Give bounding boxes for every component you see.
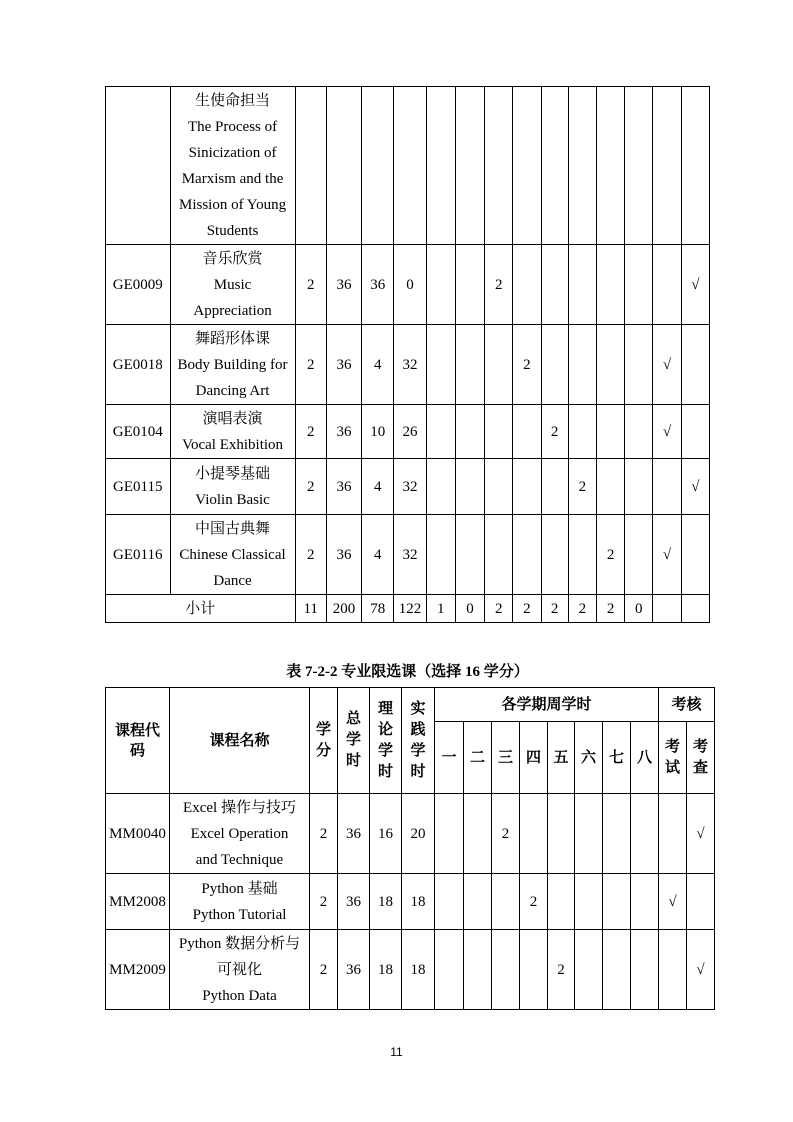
total-hours-cell: 36 [338,794,370,874]
check-cell [681,595,709,623]
week-cell [464,874,492,930]
week-cell [426,245,455,325]
name-line: Body Building for [177,356,288,373]
week-cell [426,405,455,459]
header-semester: 二 [464,722,492,794]
exam-cell [653,245,681,325]
week-cell [464,794,492,874]
total-hours-cell: 36 [326,459,361,515]
theory-hours-cell: 36 [362,245,394,325]
week-cell: 2 [485,245,513,325]
name-line: Python 数据分析与 [178,935,301,952]
week-cell [541,515,568,595]
table-title: 表 7-2-2 专业限选课（选择 16 学分） [286,664,529,680]
table-row [106,515,710,595]
theory-hours-cell: 4 [362,459,394,515]
name-line: 音乐欣赏 [202,250,263,267]
week-cell: 2 [596,515,624,595]
name-line: Chinese Classical [179,546,286,563]
credit-cell: 2 [295,515,326,595]
week-cell [568,245,596,325]
week-cell [485,515,513,595]
header-semester: 六 [575,722,603,794]
table-row [106,794,715,874]
week-cell [631,874,659,930]
week-cell [625,325,653,405]
header-semester: 五 [548,722,575,794]
course-name [170,87,295,245]
week-cell [568,405,596,459]
name-line: 小提琴基础 [195,465,271,482]
week-cell [464,930,492,1010]
header-course-name: 课程名称 [170,688,310,794]
check-cell: √ [687,930,715,1010]
exam-cell: √ [659,874,687,930]
course-name [170,794,310,874]
check-cell: √ [681,459,709,515]
week-cell [520,794,548,874]
name-line: Mission of Young [178,196,287,213]
week-cell [596,245,624,325]
header-semester: 三 [492,722,520,794]
course-name [170,874,310,930]
total-hours-cell: 36 [338,930,370,1010]
week-cell: 2 [513,595,541,623]
week-cell [435,874,464,930]
theory-hours-cell: 10 [362,405,394,459]
week-cell [513,459,541,515]
name-line: Excel 操作与技巧 [183,799,296,816]
week-cell [596,325,624,405]
name-line: and Technique [195,851,284,868]
week-cell: 2 [568,595,596,623]
total-hours-cell: 200 [326,595,361,623]
week-cell [596,405,624,459]
name-line: 可视化 [216,961,262,978]
exam-cell [653,595,681,623]
page-number: 11 [390,1045,403,1059]
week-cell [455,515,484,595]
week-cell [455,245,484,325]
exam-cell: √ [653,405,681,459]
week-cell: 2 [492,794,520,874]
header-theory-hours: 理 论 学 时 [370,688,402,794]
practice-hours-cell: 32 [394,459,426,515]
week-cell: 2 [541,405,568,459]
name-line: Python Data [202,987,277,1004]
week-cell [631,794,659,874]
practice-hours-cell: 32 [394,325,426,405]
course-code: GE0104 [106,405,171,459]
header-semester: 八 [631,722,659,794]
table-row [106,874,715,930]
name-line: Appreciation [193,302,272,319]
week-cell [513,245,541,325]
course-name [170,245,295,325]
week-cell [492,930,520,1010]
exam-cell [653,459,681,515]
week-cell [435,930,464,1010]
week-cell: 0 [625,595,653,623]
practice-hours-cell: 18 [402,874,435,930]
name-line: 中国古典舞 [195,520,271,537]
total-hours-cell: 36 [338,874,370,930]
week-cell: 2 [541,595,568,623]
week-cell [603,874,631,930]
header-weekly-hours: 各学期周学时 [435,688,659,722]
name-line: Students [206,222,259,239]
name-line: Marxism and the [181,170,284,187]
week-cell: 2 [513,325,541,405]
practice-hours-cell: 32 [394,515,426,595]
check-cell [681,515,709,595]
credit-cell: 2 [310,874,338,930]
header-assessment: 考核 [659,688,715,722]
course-code: GE0009 [106,245,171,325]
week-cell [548,874,575,930]
name-line: The Process of [187,118,278,135]
check-cell [687,874,715,930]
name-line: 演唱表演 [202,410,263,427]
week-cell [631,930,659,1010]
total-hours-cell: 36 [326,245,361,325]
week-cell [485,325,513,405]
week-cell [548,794,575,874]
course-code: MM0040 [106,794,170,874]
course-name [170,515,295,595]
week-cell: 0 [455,595,484,623]
course-name [170,325,295,405]
week-cell [575,874,603,930]
table-row [106,325,710,405]
name-line: Vocal Exhibition [182,436,284,453]
name-line: Dance [213,572,252,589]
credit-cell: 2 [295,405,326,459]
week-cell [625,515,653,595]
check-cell [681,325,709,405]
header-row [106,688,715,722]
week-cell [455,459,484,515]
course-name [170,930,310,1010]
credit-cell: 2 [310,794,338,874]
week-cell: 1 [426,595,455,623]
practice-hours-cell: 0 [394,245,426,325]
table-row [106,459,710,515]
week-cell [485,405,513,459]
week-cell [426,515,455,595]
credit-cell: 2 [295,245,326,325]
table-row [106,930,715,1010]
theory-hours-cell: 16 [370,794,402,874]
week-cell [485,459,513,515]
week-cell [575,794,603,874]
header-practice-hours: 实 践 学 时 [402,688,435,794]
course-code: GE0116 [106,515,171,595]
subtotal-label: 小计 [106,595,296,623]
course-code: GE0115 [106,459,171,515]
table-row [106,87,710,245]
exam-cell [659,794,687,874]
week-cell [603,930,631,1010]
practice-hours-cell: 122 [394,595,426,623]
course-name [170,459,295,515]
week-cell [435,794,464,874]
week-cell [492,874,520,930]
check-cell [681,405,709,459]
header-course-code: 课程代 码 [106,688,170,794]
table-row [106,405,710,459]
name-line: 生使命担当 [195,92,271,109]
week-cell [541,245,568,325]
credit-cell: 2 [295,325,326,405]
header-credit: 学 分 [310,688,338,794]
week-cell [625,405,653,459]
week-cell [568,325,596,405]
total-hours-cell: 36 [326,325,361,405]
week-cell: 2 [485,595,513,623]
name-line: Dancing Art [195,382,270,399]
week-cell [513,405,541,459]
total-hours-cell: 36 [326,405,361,459]
name-line: 舞蹈形体课 [195,330,271,347]
week-cell [455,325,484,405]
name-line: Python 基础 [201,880,278,897]
total-hours-cell: 36 [326,515,361,595]
practice-hours-cell: 20 [402,794,435,874]
week-cell: 2 [568,459,596,515]
check-cell: √ [687,794,715,874]
week-cell [568,515,596,595]
header-semester: 七 [603,722,631,794]
week-cell [625,459,653,515]
check-cell: √ [681,245,709,325]
credit-cell: 2 [295,459,326,515]
header-semester: 一 [435,722,464,794]
week-cell [603,794,631,874]
week-cell: 2 [548,930,575,1010]
header-semester: 四 [520,722,548,794]
major-elective-table [105,687,715,1010]
theory-hours-cell: 18 [370,930,402,1010]
header-exam: 考 试 [659,722,687,794]
name-line: Sinicization of [188,144,277,161]
week-cell [541,459,568,515]
week-cell [596,459,624,515]
table-row [106,245,710,325]
week-cell [575,930,603,1010]
week-cell [541,325,568,405]
exam-cell: √ [653,325,681,405]
course-code: MM2008 [106,874,170,930]
week-cell [625,245,653,325]
week-cell [513,515,541,595]
name-line: Python Tutorial [192,906,287,923]
week-cell: 2 [520,874,548,930]
theory-hours-cell: 4 [362,515,394,595]
week-cell [455,405,484,459]
course-code [106,87,171,245]
week-cell [426,325,455,405]
name-line: Excel Operation [190,825,289,842]
header-check: 考 查 [687,722,715,794]
credit-cell: 2 [310,930,338,1010]
practice-hours-cell: 18 [402,930,435,1010]
header-total-hours: 总 学 时 [338,688,370,794]
exam-cell: √ [653,515,681,595]
theory-hours-cell: 4 [362,325,394,405]
subtotal-row [106,595,710,623]
theory-hours-cell: 78 [362,595,394,623]
course-code: GE0018 [106,325,171,405]
theory-hours-cell: 18 [370,874,402,930]
course-name [170,405,295,459]
course-code: MM2009 [106,930,170,1010]
exam-cell [659,930,687,1010]
practice-hours-cell: 26 [394,405,426,459]
week-cell [426,459,455,515]
credit-cell: 11 [295,595,326,623]
name-line: Music [213,276,252,293]
general-elective-table [105,86,710,623]
week-cell [520,930,548,1010]
name-line: Violin Basic [195,491,270,508]
week-cell: 2 [596,595,624,623]
